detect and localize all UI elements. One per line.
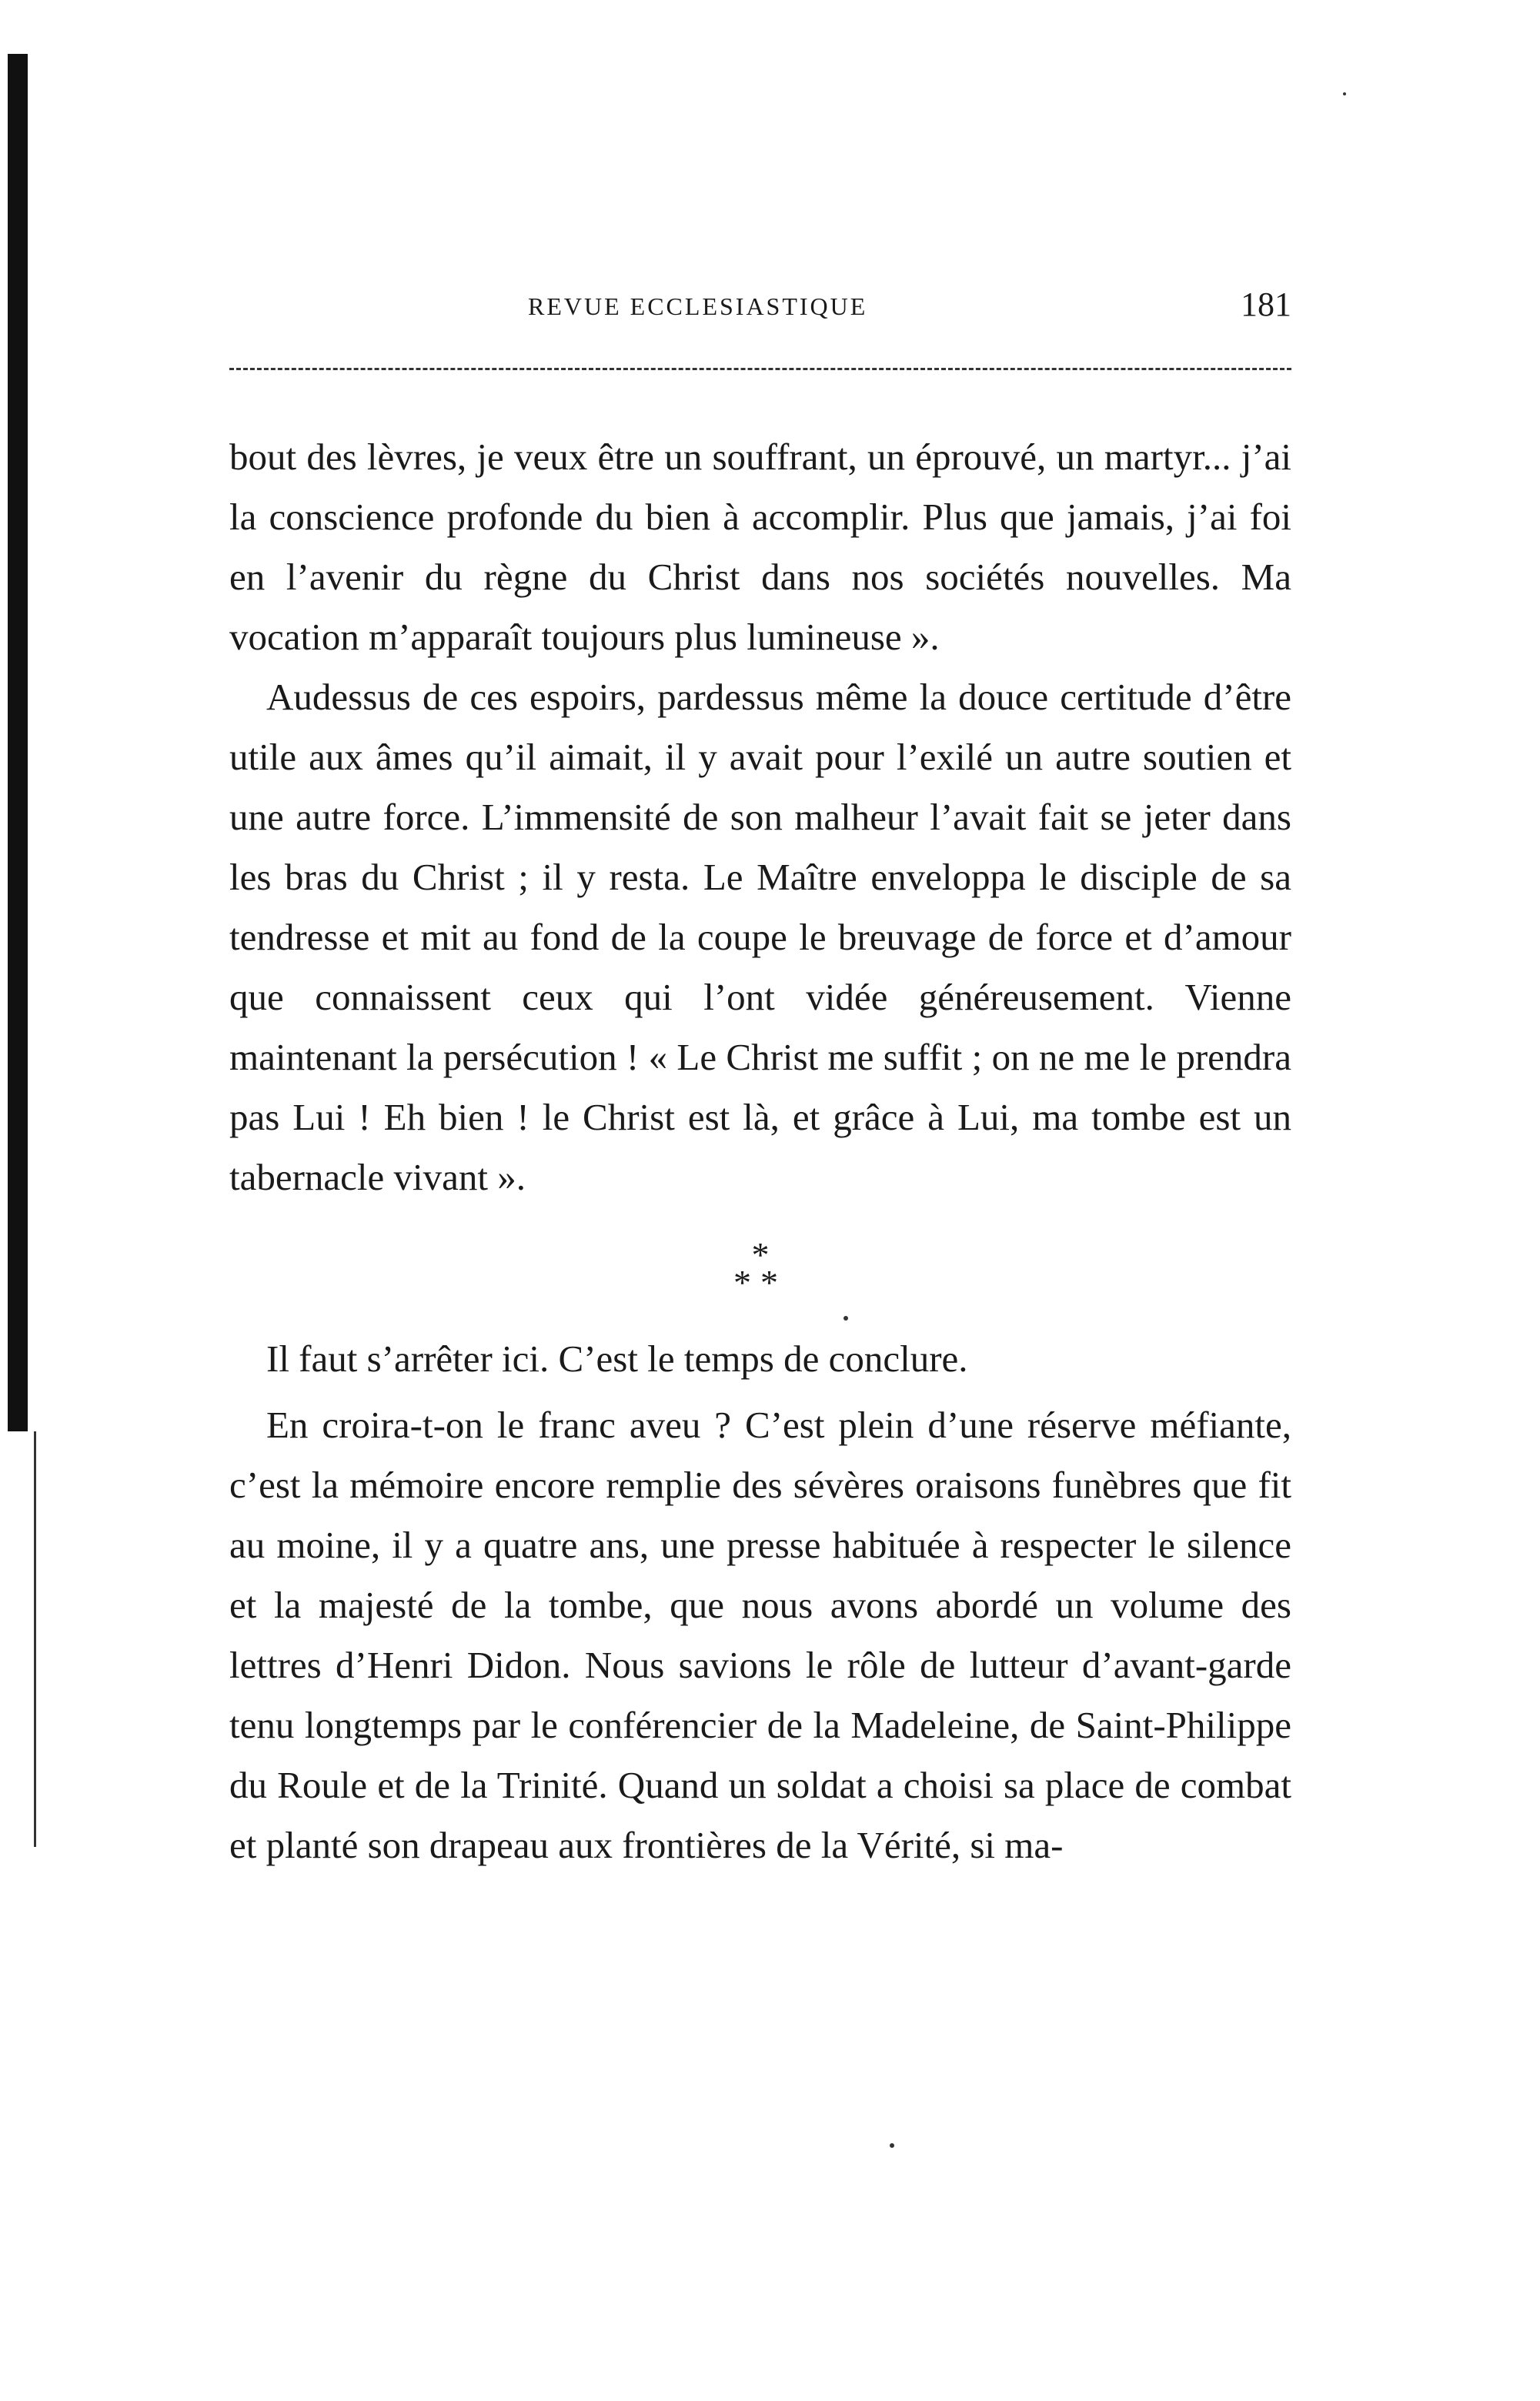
scan-binding-edge	[8, 54, 28, 1431]
asterism-bottom: **	[733, 1263, 787, 1302]
body-text	[229, 427, 1291, 1875]
asterism-top: *	[751, 1235, 770, 1274]
print-speck	[1343, 92, 1346, 95]
running-head: REVUE ECCLESIASTIQUE	[528, 292, 868, 320]
header-rule	[229, 368, 1291, 370]
print-speck	[890, 2143, 894, 2148]
page-header	[229, 285, 1291, 331]
paragraph-3: Il faut s’arrêter ici. C’est le temps de conclure.	[266, 1337, 968, 1380]
print-speck	[843, 1316, 848, 1321]
paragraph-1: bout des lèvres, je veux être un souffrant, un éprouvé, un martyr... j’ai la conscience profonde du bien à accomplir. Plus que jamais, j’ai foi en l’avenir du règne du Christ dans nos sociétés nouvelles. Ma vocation m’apparaît toujours plus lumineuse ».	[229, 436, 1291, 658]
section-asterism	[229, 1235, 1291, 1302]
paragraph-2: Audessus de ces espoirs, pardessus même la douce certitude d’être utile aux âmes qu’il aimait, il y avait pour l’exilé un autre soutien et une autre force. L’immensité de son malheur l’avait fait se jeter dans les bras du Christ ; il y resta. Le Maître enveloppa le disciple de sa tendresse et mit au fond de la coupe le breuvage de force et d’amour que connaissent ceux qui l’ont vidée généreusement. Vienne maintenant la persécution ! « Le Christ me suffit ; on ne me le prendra pas Lui ! Eh bien ! le Christ est là, et grâce à Lui, ma tombe est un tabernacle vivant ».	[229, 676, 1291, 1198]
scan-edge-line	[34, 1431, 36, 1847]
paragraph-4: En croira-t-on le franc aveu ? C’est plein d’une réserve méfiante, c’est la mémoire encore remplie des sévères oraisons funèbres que fit au moine, il y a quatre ans, une presse habituée à respecter le silence et la majesté de la tombe, que nous avons abordé un volume des lettres d’Henri Didon. Nous savions le rôle de lutteur d’avant-garde tenu longtemps par le conférencier de la Madeleine, de Saint-Philippe du Roule et de la Trinité. Quand un soldat a choisi sa place de combat et planté son drapeau aux frontières de la Vérité, si ma-	[229, 1404, 1291, 1866]
page-number: 181	[1241, 286, 1291, 323]
